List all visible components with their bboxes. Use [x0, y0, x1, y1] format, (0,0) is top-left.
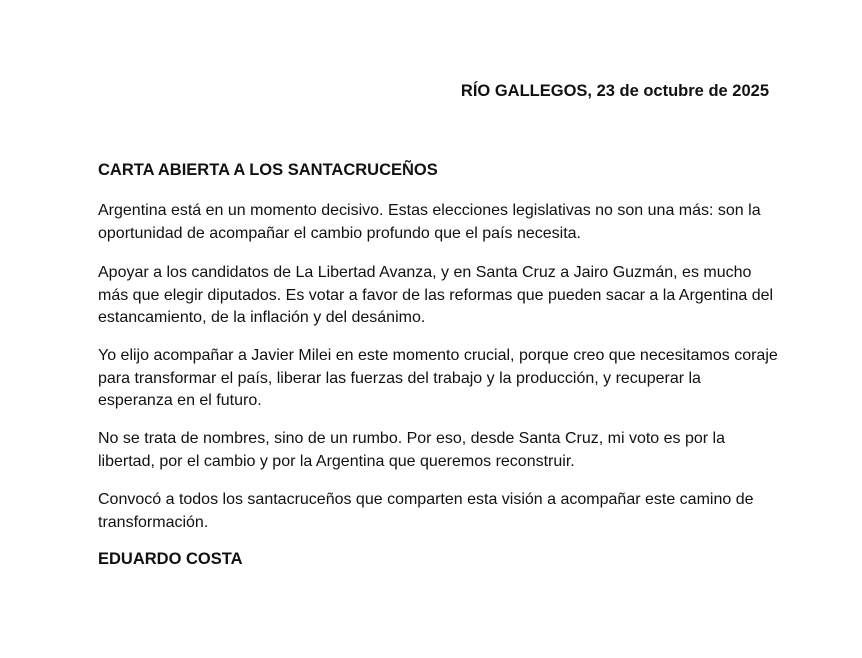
letter-paragraph: Apoyar a los candidatos de La Libertad Avanza, y en Santa Cruz a Jairo Guzmán, es mucho más que elegir diputados. Es votar a favor de las reformas que pueden sacar a la Argentina del estancamiento, de la inflación y del desánimo. [98, 264, 774, 326]
letter-title: CARTA ABIERTA A LOS SANTACRUCEÑOS [98, 161, 438, 179]
letter-signature: EDUARDO COSTA [98, 550, 243, 568]
letter-paragraph: Convocó a todos los santacruceños que comparten esta visión a acompañar este camino de transformación. [98, 491, 754, 531]
letter-dateline: RÍO GALLEGOS, 23 de octubre de 2025 [460, 82, 769, 100]
letter-paragraph: Argentina está en un momento decisivo. Estas elecciones legislativas no son una más: son la oportunidad de acompañar el cambio profundo que el país necesita. [98, 202, 761, 242]
letter-paragraph: No se trata de nombres, sino de un rumbo. Por eso, desde Santa Cruz, mi voto es por la libertad, por el cambio y por la Argentina que queremos reconstruir. [98, 430, 725, 470]
letter-paragraph: Yo elijo acompañar a Javier Milei en este momento crucial, porque creo que necesitamos coraje para transformar el país, liberar las fuerzas del trabajo y la producción, y recuperar la esperanza en el futuro. [98, 347, 778, 409]
